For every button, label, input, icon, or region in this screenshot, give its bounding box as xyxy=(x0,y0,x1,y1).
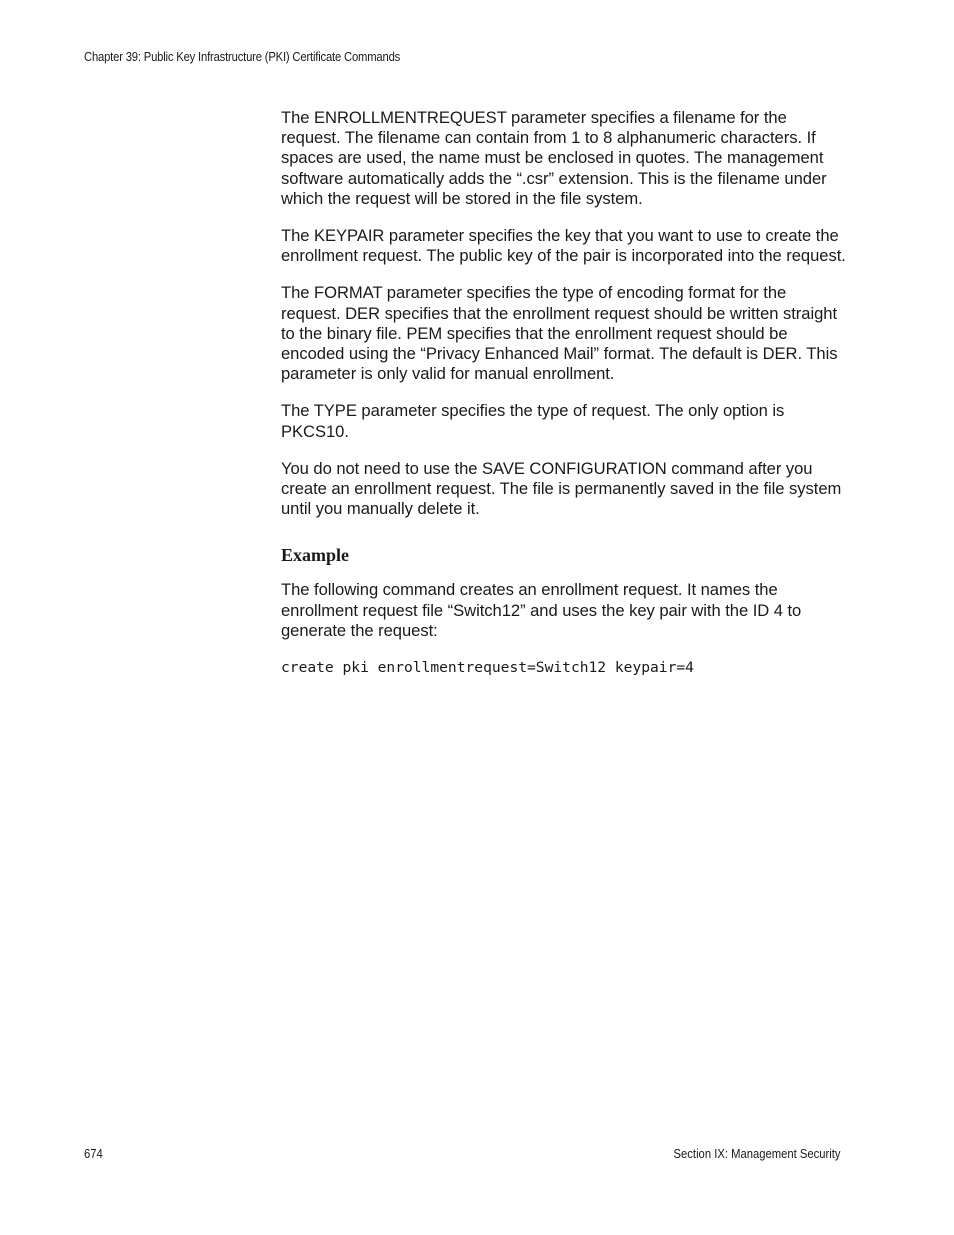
example-description: The following command creates an enrollment request. It names the enrollment request file “Switch12” and uses the key pair with the ID 4 to generate the request: xyxy=(281,580,802,640)
paragraph-keypair: The KEYPAIR parameter specifies the key that you want to use to create the enrollment request. The public key of the pair is incorporated into the request. xyxy=(281,226,846,266)
paragraph-type: The TYPE parameter specifies the type of request. The only option is PKCS10. xyxy=(281,401,785,441)
paragraph-format: The FORMAT parameter specifies the type of encoding format for the request. DER specifies that the enrollment request should be written straight to the binary file. PEM specifies that the enrollment request should be encoded using the “Privacy Enhanced Mail” format. The default is DER. This parameter is only valid for manual enrollment. xyxy=(281,283,838,384)
main-content xyxy=(281,108,847,678)
page-number: 674 xyxy=(84,1147,103,1161)
paragraph-save-configuration: You do not need to use the SAVE CONFIGURATION command after you create an enrollment request. The file is permanently saved in the file system until you manually delete it. xyxy=(281,458,842,519)
example-heading: Example xyxy=(281,545,350,566)
running-header: Chapter 39: Public Key Infrastructure (PKI) Certificate Commands xyxy=(84,50,401,64)
example-command-code: create pki enrollmentrequest=Switch12 keypair=4 xyxy=(281,659,694,677)
footer-section-title: Section IX: Management Security xyxy=(674,1147,841,1161)
paragraph-enrollmentrequest: The ENROLLMENTREQUEST parameter specifies a filename for the request. The filename can contain from 1 to 8 alphanumeric characters. If spaces are used, the name must be enclosed in quotes. The management software automatically adds the “.csr” extension. This is the filename under which the request will be stored in the file system. xyxy=(281,108,827,208)
